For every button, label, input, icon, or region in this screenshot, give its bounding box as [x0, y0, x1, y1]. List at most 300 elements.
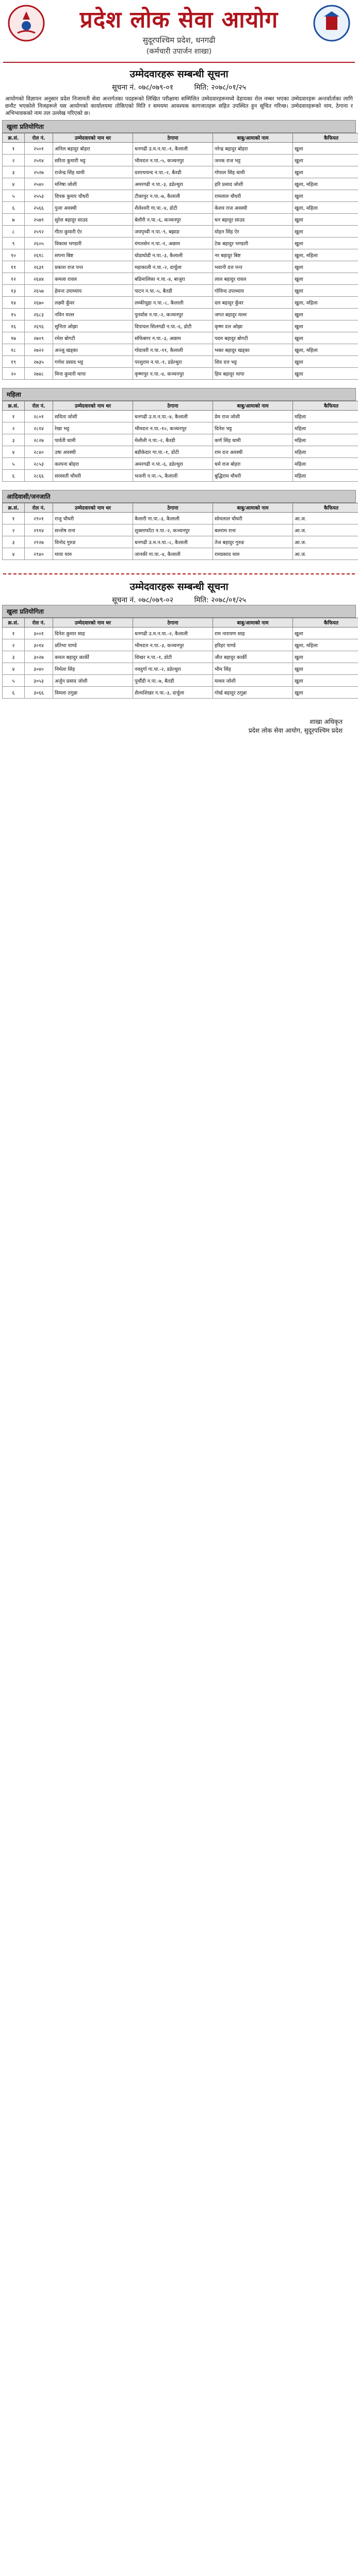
table-cell: १६ [3, 320, 25, 332]
table-cell: ३ [3, 434, 25, 446]
table-cell: खुला [293, 628, 358, 639]
table-cell: निर्मला सिंह [53, 663, 133, 675]
table-cell: महिला [293, 411, 358, 422]
table-cell: १ [3, 143, 25, 155]
table-cell: रामप्रसाद थारु [213, 548, 293, 560]
table-cell: लक्ष्मी कुँवर [53, 297, 133, 309]
table-cell: कल्पना बोहरा [53, 458, 133, 470]
organization-name: प्रदेश लोक सेवा आयोग [79, 7, 279, 33]
table-row [3, 309, 358, 320]
table-cell: अमरगढी न.पा.-६, डडेल्धुरा [133, 458, 213, 470]
notice-number: सूचना नं. ०७८/०७९-०१ [112, 83, 173, 92]
table-cell: केशव राज अवस्थी [213, 202, 293, 214]
table-cell: २७२२ [25, 344, 53, 356]
table-cell: विमला ठगुन्ना [53, 687, 133, 699]
table-cell: सरस्वती चौधरी [53, 470, 133, 482]
table-cell: सोमलाल चौधरी [213, 513, 293, 524]
table-cell: २६५७ [25, 285, 53, 297]
notice-date: मिति: २०७८/०१/२५ [194, 83, 246, 92]
table-cell: राम दत्त अवस्थी [213, 446, 293, 458]
column-header: ठेगाना [133, 401, 213, 411]
table-cell: ६ [3, 470, 25, 482]
table-cell: २९१४ [25, 524, 53, 536]
table-cell: सपना बिष्ट [53, 249, 133, 261]
column-header: क्र.सं. [3, 401, 25, 411]
table-cell: २५९२ [25, 226, 53, 238]
table-cell: बेलौरी न.पा.-६, कञ्चनपुर [133, 214, 213, 226]
table-cell: खुला [293, 261, 358, 273]
table-row [3, 687, 358, 699]
table-cell: टीकापुर न.पा.-७, कैलाली [133, 190, 213, 202]
table-row [3, 422, 358, 434]
notice-date-2: मिति: २०७८/०१/२५ [194, 596, 246, 604]
table-cell: शैल्यशिखर न.पा.-३, दार्चुला [133, 687, 213, 699]
sections-group-2 [0, 605, 358, 707]
table-row [3, 214, 358, 226]
table-cell: २८५३ [25, 458, 53, 470]
table-cell: २८६६ [25, 470, 53, 482]
table-cell: महाकाली न.पा.-२, दार्चुला [133, 261, 213, 273]
table-cell: १८ [3, 344, 25, 356]
column-header: बाबु/आमाको नाम [213, 133, 293, 143]
table-cell: ३०१४ [25, 639, 53, 651]
table-row [3, 143, 358, 155]
table-row [3, 458, 358, 470]
table-row [3, 332, 358, 344]
table-cell: गोर्ख बहादुर ठगुन्ना [213, 687, 293, 699]
office-label: प्रदेश लोक सेवा आयोग, सुदूरपश्चिम प्रदेश [248, 727, 343, 734]
table-cell: कमल बहादुर कार्की [53, 651, 133, 663]
table-row [3, 178, 358, 190]
column-header: कैफियत [293, 618, 358, 628]
table-cell: ५ [3, 458, 25, 470]
section-gap [0, 380, 358, 388]
table-cell: २९०१ [25, 513, 53, 524]
table-cell: साँफेबगर न.पा.-३, अछाम [133, 332, 213, 344]
table-cell: पुर्चौडी न.पा.-७, बैतडी [133, 675, 213, 687]
column-header: उम्मेदवारको नाम थर [53, 503, 133, 513]
column-header: कैफियत [293, 503, 358, 513]
column-header: बाबु/आमाको नाम [213, 618, 293, 628]
table-cell: राजेन्द्र सिंह धामी [53, 166, 133, 178]
table-cell: पुनर्वास न.पा.-२, कञ्चनपुर [133, 309, 213, 320]
notice-meta-2 [0, 595, 358, 605]
table-row [3, 524, 358, 536]
table-cell: खुला [293, 687, 358, 699]
table-cell: अञ्जु खड्का [53, 344, 133, 356]
table-cell: महिला [293, 434, 358, 446]
column-header: रोल नं. [25, 503, 53, 513]
table-cell: खुला [293, 309, 358, 320]
table-cell: सन्तोष राना [53, 524, 133, 536]
table-cell: २६३१ [25, 261, 53, 273]
table-cell: खुला [293, 190, 358, 202]
column-header: रोल नं. [25, 133, 53, 143]
table-cell: २७४८ [25, 368, 53, 380]
table-row [3, 285, 358, 297]
table-cell: हरि प्रसाद जोशी [213, 178, 293, 190]
table-cell: पुजा अवस्थी [53, 202, 133, 214]
table-row [3, 273, 358, 285]
table-cell: खुला [293, 226, 358, 238]
column-header: रोल नं. [25, 618, 53, 628]
table-cell: बुद्धिराम चौधरी [213, 470, 293, 482]
table-cell: मोहन सिंह ऐर [213, 226, 293, 238]
table-cell: कैलारी गा.पा.-३, कैलाली [133, 513, 213, 524]
table-cell: खुला [293, 285, 358, 297]
column-header: कैफियत [293, 133, 358, 143]
table-header-row [3, 618, 358, 628]
table-cell: आ.ज. [293, 524, 358, 536]
commission-logo-icon [313, 4, 351, 42]
table-cell: २० [3, 368, 25, 380]
table-cell: दशरथचन्द न.पा.-२, बैतडी [133, 166, 213, 178]
section-gap [0, 699, 358, 707]
table-cell: ५ [3, 190, 25, 202]
table-cell: खुला [293, 368, 358, 380]
table-row [3, 446, 358, 458]
table-cell: कृष्णपुर न.पा.-४, कञ्चनपुर [133, 368, 213, 380]
table-cell: अर्जुन प्रसाद जोशी [53, 675, 133, 687]
table-cell: ६ [3, 687, 25, 699]
table-cell: घोडाघोडी न.पा.-३, कैलाली [133, 249, 213, 261]
table-cell: शुक्लाफाँटा न.पा.-२, कञ्चनपुर [133, 524, 213, 536]
table-cell: ३०५३ [25, 675, 53, 687]
table-row [3, 536, 358, 548]
table-cell: ११ [3, 261, 25, 273]
table-row [3, 166, 358, 178]
table-cell: गीता कुमारी ऐर [53, 226, 133, 238]
table-cell: १ [3, 411, 25, 422]
table-cell: २ [3, 155, 25, 166]
table-row [3, 320, 358, 332]
nepal-emblem-icon [7, 4, 45, 42]
table-row [3, 651, 358, 663]
sections-group-1 [0, 120, 358, 568]
candidates-table [2, 133, 358, 380]
table-cell: खुला [293, 166, 358, 178]
table-cell: बलराम राना [213, 524, 293, 536]
table-cell: राम नारायण साह [213, 628, 293, 639]
section-title: आदिवासी/जनजाति [2, 490, 356, 503]
table-cell: कर्ण सिंह धामी [213, 434, 293, 446]
column-header: कैफियत [293, 401, 358, 411]
table-cell: २६४४ [25, 273, 53, 285]
table-cell: ४ [3, 178, 25, 190]
table-cell: धनगढी उ.म.न.पा.-२, कैलाली [133, 628, 213, 639]
table-cell: हिम बहादुर थापा [213, 368, 293, 380]
table-cell: ९ [3, 238, 25, 249]
table-cell: २५४० [25, 178, 53, 190]
table-cell: आ.ज. [293, 513, 358, 524]
table-cell: खुला, महिला [293, 344, 358, 356]
table-cell: खुला, महिला [293, 178, 358, 190]
table-cell: खुला [293, 143, 358, 155]
table-cell: खुला [293, 155, 358, 166]
table-cell: माधव जोशी [213, 675, 293, 687]
table-cell: भीमदत्त न.पा.-५, कञ्चनपुर [133, 155, 213, 166]
table-cell: खुला [293, 356, 358, 368]
table-cell: २९४० [25, 548, 53, 560]
table-cell: गोपाल सिंह धामी [213, 166, 293, 178]
header [0, 0, 358, 62]
table-cell: १५ [3, 309, 25, 320]
column-header: बाबु/आमाको नाम [213, 503, 293, 513]
signature-block [0, 707, 358, 745]
table-cell: ७ [3, 214, 25, 226]
table-cell: शिखर न.पा.-१, डोटी [133, 651, 213, 663]
table-cell: १० [3, 249, 25, 261]
table-cell: महिला [293, 446, 358, 458]
table-cell: २ [3, 422, 25, 434]
table-cell: जीत बहादुर कार्की [213, 651, 293, 663]
table-cell: महिला [293, 458, 358, 470]
table-cell: महिला [293, 470, 358, 482]
table-cell: परशुराम न.पा.-१, डडेल्धुरा [133, 356, 213, 368]
table-cell: विनोद गुरुङ [53, 536, 133, 548]
column-header: क्र.सं. [3, 133, 25, 143]
table-cell: धन बहादुर साउद [213, 214, 293, 226]
table-cell: मिना कुमारी थापा [53, 368, 133, 380]
table-cell: रमेश बोगटी [53, 332, 133, 344]
table-cell: जनक राज भट्ट [213, 155, 293, 166]
organization-location: सुदूरपश्चिम प्रदेश, धनगढी [142, 36, 216, 45]
table-cell: राजु चौधरी [53, 513, 133, 524]
column-header: ठेगाना [133, 618, 213, 628]
table-cell: २६०५ [25, 238, 53, 249]
table-cell: २६९६ [25, 320, 53, 332]
candidates-table [2, 503, 358, 560]
table-row [3, 628, 358, 639]
table-cell: गणेश प्रसाद भट्ट [53, 356, 133, 368]
table-cell: ३०६६ [25, 687, 53, 699]
table-row [3, 155, 358, 166]
table-cell: ५ [3, 675, 25, 687]
table-row [3, 411, 358, 422]
table-cell: ३०२७ [25, 651, 53, 663]
table-row [3, 249, 358, 261]
table-cell: बडिमालिका न.पा.-४, बाजुरा [133, 273, 213, 285]
table-cell: ४ [3, 663, 25, 675]
table-cell: २६८३ [25, 309, 53, 320]
table-cell: खुला, महिला [293, 202, 358, 214]
table-cell: ३ [3, 536, 25, 548]
table-row [3, 226, 358, 238]
table-cell: टेक बहादुर भण्डारी [213, 238, 293, 249]
table-cell: २७०९ [25, 332, 53, 344]
column-header: उम्मेदवारको नाम थर [53, 401, 133, 411]
table-cell: धनगढी उ.म.न.पा.-८, कैलाली [133, 536, 213, 548]
table-row [3, 190, 358, 202]
table-cell: भजनी न.पा.-५, कैलाली [133, 470, 213, 482]
column-header: उम्मेदवारको नाम थर [53, 133, 133, 143]
table-cell: धनगढी उ.म.न.पा.-१, कैलाली [133, 143, 213, 155]
table-cell: १९ [3, 356, 25, 368]
table-cell: दिनेश भट्ट [213, 422, 293, 434]
table-row [3, 344, 358, 356]
signature-label: शाखा अधिकृत [310, 718, 343, 725]
table-cell: मनिषा जोशी [53, 178, 133, 190]
table-cell: सविता जोशी [53, 411, 133, 422]
table-cell: माया थारु [53, 548, 133, 560]
table-cell: मंगलसेन न.पा.-१, अछाम [133, 238, 213, 249]
table-cell: ४ [3, 446, 25, 458]
table-row [3, 470, 358, 482]
table-row [3, 639, 358, 651]
table-cell: गोदावरी न.पा.-११, कैलाली [133, 344, 213, 356]
table-row [3, 356, 358, 368]
section-gap [0, 482, 358, 490]
table-cell: खुला, महिला [293, 297, 358, 309]
table-cell: २५१४ [25, 155, 53, 166]
table-cell: १ [3, 513, 25, 524]
table-cell: २६१८ [25, 249, 53, 261]
table-cell: धर्म राज बोहरा [213, 458, 293, 470]
table-cell: खुला [293, 332, 358, 344]
candidates-table [2, 618, 358, 699]
table-cell: २ [3, 524, 25, 536]
table-cell: विकास भण्डारी [53, 238, 133, 249]
table-cell: २५५३ [25, 190, 53, 202]
table-cell: भवानी दत्त पन्त [213, 261, 293, 273]
table-cell: ३ [3, 651, 25, 663]
table-cell: भीमदत्त न.पा.-३, कञ्चनपुर [133, 639, 213, 651]
section-divider [3, 573, 355, 574]
table-cell: तेज बहादुर गुरुङ [213, 536, 293, 548]
table-cell: पदम बहादुर बोगटी [213, 332, 293, 344]
table-cell: सुनिता ओझा [53, 320, 133, 332]
table-cell: अमरगढी न.पा.-३, डडेल्धुरा [133, 178, 213, 190]
table-row [3, 368, 358, 380]
table-cell: १४ [3, 297, 25, 309]
table-cell: दिनेश कुमार साह [53, 628, 133, 639]
table-cell: २९२७ [25, 536, 53, 548]
table-cell: आ.ज. [293, 548, 358, 560]
table-cell: महिला [293, 422, 358, 434]
table-cell: २८१४ [25, 422, 53, 434]
table-header-row [3, 133, 358, 143]
table-row [3, 297, 358, 309]
table-cell: २७३५ [25, 356, 53, 368]
table-cell: धनगढी उ.म.न.पा.-४, कैलाली [133, 411, 213, 422]
table-cell: मेलौली न.पा.-२, बैतडी [133, 434, 213, 446]
section-gap [0, 560, 358, 568]
table-header-row [3, 401, 358, 411]
table-row [3, 202, 358, 214]
table-cell: हेमन्त उपाध्याय [53, 285, 133, 297]
table-cell: खुला [293, 675, 358, 687]
column-header: क्र.सं. [3, 618, 25, 628]
table-cell: हरिहर पाण्डे [213, 639, 293, 651]
notice-number-2: सूचना नं. ०७८/०७९-०२ [112, 596, 173, 604]
table-cell: पार्वती धामी [53, 434, 133, 446]
table-cell: ३००१ [25, 628, 53, 639]
table-row [3, 548, 358, 560]
section-title: खुला प्रतियोगिता [2, 120, 356, 133]
table-cell: २८०१ [25, 411, 53, 422]
notice-title: उम्मेदवारहरू सम्बन्धी सूचना [129, 69, 229, 80]
table-cell: २ [3, 639, 25, 651]
table-cell: दिपायल सिलगढी न.पा.-६, डोटी [133, 320, 213, 332]
table-cell: बडीकेदार गा.पा.-१, डोटी [133, 446, 213, 458]
table-row [3, 238, 358, 249]
table-cell: लम्कीचुहा न.पा.-८, कैलाली [133, 297, 213, 309]
table-cell: आ.ज. [293, 536, 358, 548]
table-cell: भक्त बहादुर खड्का [213, 344, 293, 356]
column-header: ठेगाना [133, 503, 213, 513]
table-cell: भीम सिंह [213, 663, 293, 675]
table-cell: २८४० [25, 446, 53, 458]
notice-body: आयोगको विज्ञापन अनुसार प्रदेश निजामती सेवा अन्तर्गतका पदहरूको लिखित परीक्षामा सम्मिलित उम्मेदवारहरूमध्ये देहायका रोल नम्बर भएका उम्मेदवारहरू अन्तर्वार्ताका लागि छनौट भएकोले निजहरूले यस आयोगको कार्यालयमा तोकिएको मिति र समयमा आवश्यक कागजातहरू सहित उपस्थित हुन सूचित गरिन्छ। उम्मेदवारहरूको नाम, ठेगाना र अभिभावकको नाम तल उल्लेख गरिएको छ। [5, 96, 353, 116]
column-header: ठेगाना [133, 133, 213, 143]
notice-title-2: उम्मेदवारहरू सम्बन्धी सूचना [129, 581, 229, 592]
table-cell: ८ [3, 226, 25, 238]
table-cell: २६७० [25, 297, 53, 309]
table-cell: खुला [293, 238, 358, 249]
table-cell: शिव दत्त भट्ट [213, 356, 293, 368]
table-cell: गोविन्द उपाध्याय [213, 285, 293, 297]
table-cell: पाटन न.पा.-५, बैतडी [133, 285, 213, 297]
table-cell: रेखा भट्ट [53, 422, 133, 434]
column-header: रोल नं. [25, 401, 53, 411]
table-cell: सरिता कुमारी भट्ट [53, 155, 133, 166]
table-cell: ३०४० [25, 663, 53, 675]
table-cell: लाल बहादुर रावल [213, 273, 293, 285]
table-cell: ३ [3, 166, 25, 178]
column-header: क्र.सं. [3, 503, 25, 513]
table-row [3, 675, 358, 687]
section-title: महिला [2, 388, 356, 401]
table-cell: खुला, महिला [293, 639, 358, 651]
table-row [3, 663, 358, 675]
table-row [3, 261, 358, 273]
header-rule [3, 62, 355, 63]
table-cell: जगत बहादुर मल्ल [213, 309, 293, 320]
table-cell: २५६६ [25, 202, 53, 214]
table-cell: खुला [293, 651, 358, 663]
table-cell: सुरेश बहादुर साउद [53, 214, 133, 226]
table-cell: ६ [3, 202, 25, 214]
table-cell: प्रेम राज जोशी [213, 411, 293, 422]
table-cell: दिपक कुमार चौधरी [53, 190, 133, 202]
table-cell: खुला, महिला [293, 249, 358, 261]
table-cell: २५०१ [25, 143, 53, 155]
table-row [3, 513, 358, 524]
table-cell: १ [3, 628, 25, 639]
table-cell: कृष्ण दत्त ओझा [213, 320, 293, 332]
table-cell: नर बहादुर बिष्ट [213, 249, 293, 261]
table-cell: ४ [3, 548, 25, 560]
column-header: बाबु/आमाको नाम [213, 401, 293, 411]
column-header: उम्मेदवारको नाम थर [53, 618, 133, 628]
office-name: (कर्मचारी उपार्जन शाखा) [146, 47, 212, 56]
table-cell: कमला रावल [53, 273, 133, 285]
table-cell: जयपृथ्वी न.पा.-९, बझाङ [133, 226, 213, 238]
table-cell: अनिल बहादुर बोहरा [53, 143, 133, 155]
section-title: खुला प्रतियोगिता [2, 605, 356, 618]
table-cell: खुला [293, 273, 358, 285]
table-cell: १७ [3, 332, 25, 344]
table-cell: १३ [3, 285, 25, 297]
table-cell: २८२७ [25, 434, 53, 446]
table-cell: खुला [293, 214, 358, 226]
table-cell: रामलाल चौधरी [213, 190, 293, 202]
table-cell: खुला [293, 663, 358, 675]
table-cell: प्रकाश राज पन्त [53, 261, 133, 273]
table-header-row [3, 503, 358, 513]
table-cell: उषा अवस्थी [53, 446, 133, 458]
table-cell: खुला [293, 320, 358, 332]
